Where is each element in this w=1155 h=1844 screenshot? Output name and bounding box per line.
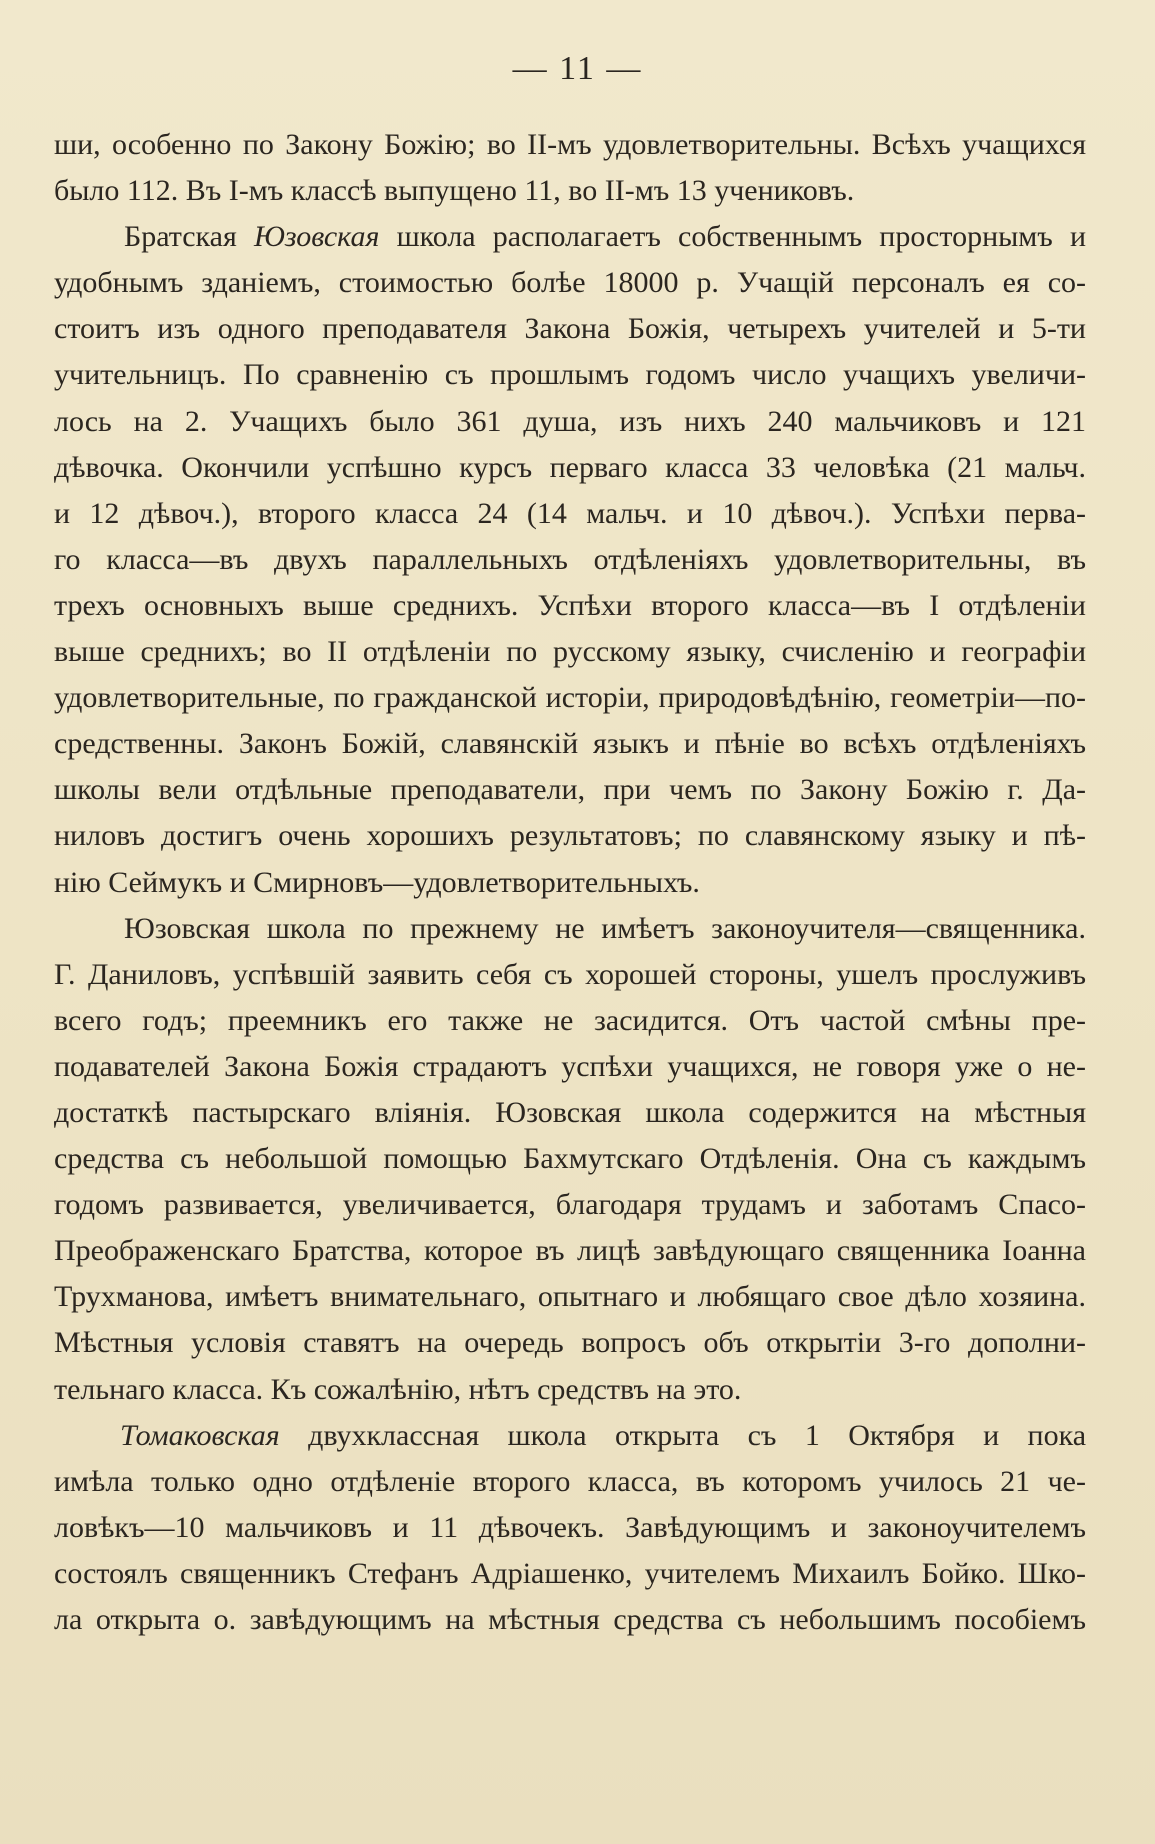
text-line: годомъ развивается, увеличивается, благодаря трудамъ и заботамъ Спасо- bbox=[54, 1188, 1086, 1222]
text-fragment: Братская bbox=[124, 220, 237, 254]
text-line: Мѣстныя условія ставятъ на очередь вопросъ объ открытіи 3-го дополни- bbox=[54, 1326, 1086, 1360]
text-line: лось на 2. Учащихъ было 361 душа, изъ нихъ 240 мальчиковъ и 121 bbox=[54, 404, 1086, 438]
text-line: ши, особенно по Закону Божію; во II-мъ удовлетворительны. Всѣхъ учащихся bbox=[54, 128, 1086, 161]
text-line: го класса—въ двухъ параллельныхъ отдѣленіяхъ удовлетворительны, въ bbox=[54, 542, 1086, 576]
text-line: ла открыта о. завѣдующимъ на мѣстныя средства съ небольшимъ пособіемъ bbox=[54, 1603, 1086, 1636]
text-line: стоитъ изъ одного преподавателя Закона Божія, четырехъ учителей и 5-ти bbox=[54, 312, 1086, 346]
text-line bbox=[54, 1413, 1086, 1459]
text-line: выше среднихъ; во II отдѣленіи по русскому языку, счисленію и географіи bbox=[54, 635, 1086, 669]
paragraph-1 bbox=[54, 122, 1086, 214]
text-line: средственны. Законъ Божій, славянскій языкъ и пѣніе во всѣхъ отдѣленіяхъ bbox=[54, 727, 1086, 761]
text-line: ловѣкъ—10 мальчиковъ и 11 дѣвочекъ. Завѣдующимъ и законоучителемъ bbox=[54, 1510, 1086, 1544]
text-line: дѣвочка. Окончили успѣшно курсъ перваго класса 33 человѣка (21 мальч. bbox=[54, 450, 1086, 484]
text-line: Преображенскаго Братства, которое въ лицѣ завѣдующаго священника Іоанна bbox=[54, 1234, 1086, 1268]
text-line: и 12 дѣвоч.), второго класса 24 (14 мальч. и 10 дѣвоч.). Успѣхи перва- bbox=[54, 496, 1086, 530]
paragraph-2 bbox=[54, 214, 1086, 905]
text-line: Г. Даниловъ, успѣвшій заявить себя съ хорошей стороны, ушелъ прослуживъ bbox=[54, 957, 1086, 991]
text-line: имѣла только одно отдѣленіе второго класса, въ которомъ училось 21 че- bbox=[54, 1464, 1086, 1498]
text-fragment: школа располагаетъ собственнымъ просторнымъ и bbox=[396, 220, 1086, 254]
text-line: ниловъ достигъ очень хорошихъ результатовъ; по славянскому языку и пѣ- bbox=[54, 819, 1086, 853]
text-line: трехъ основныхъ выше среднихъ. Успѣхи второго класса—въ I отдѣленіи bbox=[54, 588, 1086, 622]
text-line: средства съ небольшой помощью Бахмутскаго Отдѣленія. Она съ каждымъ bbox=[54, 1142, 1086, 1176]
paragraph-3 bbox=[54, 906, 1086, 1413]
text-line: Трухманова, имѣетъ внимательнаго, опытнаго и любящаго свое дѣло хозяина. bbox=[54, 1280, 1086, 1314]
text-line: достаткѣ пастырскаго вліянія. Юзовская школа содержится на мѣстныя bbox=[54, 1095, 1086, 1129]
text-line: всего годъ; преемникъ его также не засидится. Отъ частой смѣны пре- bbox=[54, 1003, 1086, 1037]
text-line: удобнымъ зданіемъ, стоимостью болѣе 18000 р. Учащій персоналъ ея со- bbox=[54, 266, 1086, 300]
text-line bbox=[54, 214, 1086, 260]
page-number: — 11 — bbox=[512, 50, 643, 87]
text-fragment: двухклассная школа открыта съ 1 Октября и пока bbox=[308, 1418, 1086, 1452]
text-line: тельнаго класса. Къ сожалѣнію, нѣтъ средствъ на это. bbox=[54, 1372, 742, 1406]
school-name-italic: Юзовская bbox=[253, 220, 380, 254]
text-line: учительницъ. По сравненію съ прошлымъ годомъ число учащихъ увеличи- bbox=[54, 358, 1086, 392]
text-line: было 112. Въ I-мъ классѣ выпущено 11, во II-мъ 13 учениковъ. bbox=[54, 174, 855, 208]
text-line: подавателей Закона Божія страдаютъ успѣхи учащихся, не говоря уже о не- bbox=[54, 1049, 1086, 1083]
school-name-italic: Томаковская bbox=[120, 1418, 280, 1452]
text-line: нію Сеймукъ и Смирновъ—удовлетворительныхъ. bbox=[54, 865, 700, 899]
text-line: удовлетворительные, по гражданской исторіи, природовѣдѣнію, геометріи—по- bbox=[54, 681, 1086, 715]
text-line: состоялъ священникъ Стефанъ Адріашенко, учителемъ Михаилъ Бойко. Шко- bbox=[54, 1556, 1086, 1590]
text-line: Юзовская школа по прежнему не имѣетъ законоучителя—священника. bbox=[124, 911, 1086, 945]
text-line: школы вели отдѣльные преподаватели, при чемъ по Закону Божію г. Да- bbox=[54, 773, 1086, 807]
page-text bbox=[54, 122, 1086, 1643]
paragraph-4 bbox=[54, 1413, 1086, 1643]
